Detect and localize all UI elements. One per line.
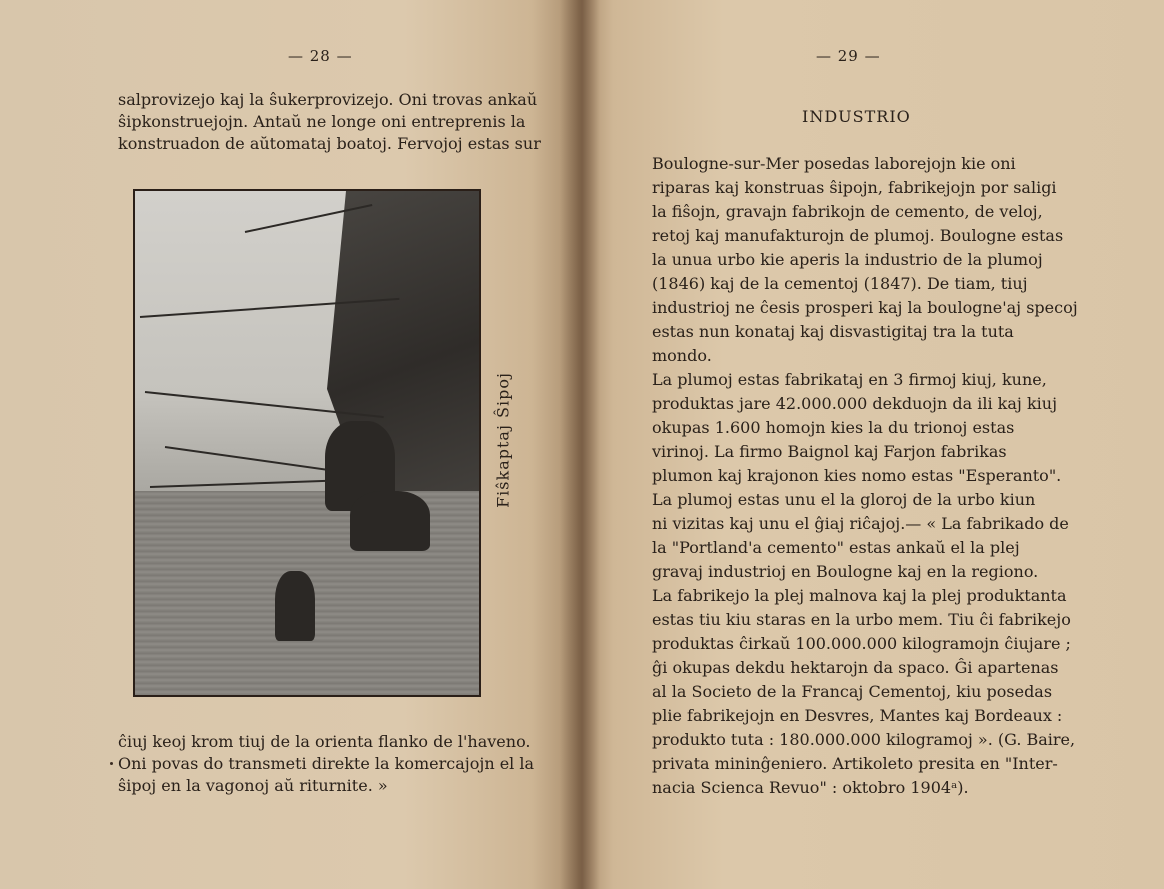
page-number-left: — 28 — xyxy=(288,47,353,65)
text-line: ŝipkonstruejojn. Antaŭ ne longe oni entreprenis la xyxy=(118,112,526,131)
ink-speck xyxy=(110,762,113,765)
text-line: ni vizitas kaj unu el ĝiaj riĉajoj.— « La fabrikado de xyxy=(652,514,1069,533)
text-line: La plumoj estas fabrikataj en 3 firmoj kiuj, kune, xyxy=(652,370,1047,389)
text-line: Oni povas do transmeti direkte la komercajojn el la xyxy=(118,754,535,773)
text-line: la "Portland'a cemento" estas ankaŭ el la plej xyxy=(652,538,1020,557)
text-line: gravaj industrioj en Boulogne kaj en la regiono. xyxy=(652,562,1039,581)
text-line: produktas ĉirkaŭ 100.000.000 kilogramojn ĉiujare ; xyxy=(652,634,1071,653)
text-line: estas nun konataj kaj disvastigitaj tra la tuta xyxy=(652,322,1014,341)
text-line: (1846) kaj de la cementoj (1847). De tiam, tiuj xyxy=(652,274,1028,293)
text-line: riparas kaj konstruas ŝipojn, fabrikejojn por saligi xyxy=(652,178,1057,197)
text-line: estas tiu kiu staras en la urbo mem. Tiu ĉi fabrikejo xyxy=(652,610,1071,629)
text-line: konstruadon de aŭtomataj boatoj. Fervojoj estas sur xyxy=(118,134,541,153)
text-line: La fabrikejo la plej malnova kaj la plej produktanta xyxy=(652,586,1067,605)
left-bottom-paragraph xyxy=(118,731,535,797)
text-line: ĝi okupas dekdu hektarojn da spaco. Ĝi apartenas xyxy=(652,658,1059,677)
section-heading: INDUSTRIO xyxy=(802,107,911,126)
boat-hull xyxy=(350,491,430,551)
page-number-right: — 29 — xyxy=(816,47,881,65)
text-line: industrioj ne ĉesis prosperi kaj la boulogne'aj specoj xyxy=(652,298,1078,317)
text-line: mondo. xyxy=(652,346,712,365)
text-line: plumon kaj krajonon kies nomo estas "Esperanto". xyxy=(652,466,1062,485)
text-line: retoj kaj manufakturojn de plumoj. Boulogne estas xyxy=(652,226,1064,245)
text-line: produktas jare 42.000.000 dekduojn da ili kaj kiuj xyxy=(652,394,1058,413)
text-line: ŝipoj en la vagonoj aŭ riturnite. » xyxy=(118,776,388,795)
text-line: privata mininĝeniero. Artikoleto presita en "Inter- xyxy=(652,754,1058,773)
text-line: ĉiuj keoj krom tiuj de la orienta flanko de l'haveno. xyxy=(118,732,531,751)
right-body-text xyxy=(652,152,1078,800)
left-page xyxy=(0,0,578,889)
text-line: Boulogne-sur-Mer posedas laborejojn kie oni xyxy=(652,154,1016,173)
text-line: salprovizejo kaj la ŝukerprovizejo. Oni trovas ankaŭ xyxy=(118,90,538,109)
text-line: la unua urbo kie aperis la industrio de la plumoj xyxy=(652,250,1043,269)
text-line: okupas 1.600 homojn kies la du trionoj estas xyxy=(652,418,1015,437)
text-line: La plumoj estas unu el la gloroj de la urbo kiun xyxy=(652,490,1036,509)
text-line: produkto tuta : 180.000.000 kilogramoj ». (G. Baire, xyxy=(652,730,1076,749)
figure-caption: Fiŝkaptaj Ŝipoj xyxy=(493,372,513,508)
book-gutter xyxy=(560,0,600,889)
right-page xyxy=(578,0,1164,889)
text-line: plie fabrikejojn en Desvres, Mantes kaj Bordeaux : xyxy=(652,706,1063,725)
text-line: nacia Scienca Revuo" : oktobro 1904ᵃ). xyxy=(652,778,969,797)
fishing-boats-photo xyxy=(133,189,481,697)
text-line: la fiŝojn, gravajn fabrikojn de cemento, de veloj, xyxy=(652,202,1043,221)
distant-ship xyxy=(275,571,315,641)
text-line: virinoj. La firmo Baignol kaj Farjon fabrikas xyxy=(652,442,1007,461)
text-line: al la Societo de la Francaj Cementoj, kiu posedas xyxy=(652,682,1053,701)
left-top-paragraph xyxy=(118,89,541,155)
